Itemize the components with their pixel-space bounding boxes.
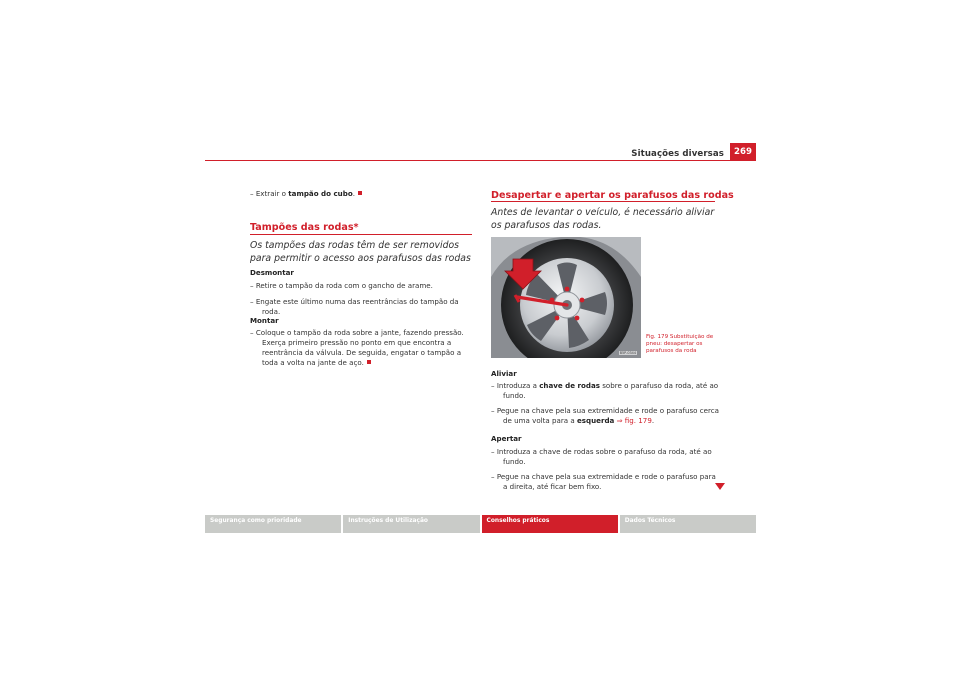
subheading-apertar: Apertar — [491, 434, 522, 443]
section-title-hubcaps: Tampões das rodas* — [250, 222, 359, 233]
header-rule — [205, 160, 756, 161]
end-square-icon — [367, 360, 371, 364]
subheading-montar: Montar — [250, 316, 279, 325]
continue-arrow-icon — [715, 483, 725, 490]
list-item: – Introduza a chave de rodas sobre o parafuso da roda, até ao fundo. — [491, 447, 712, 466]
footer-tabs — [205, 515, 756, 533]
tab-dados-tecnicos[interactable]: Dados Técnicos — [620, 515, 756, 533]
figure-code: B5P-0344 — [619, 351, 636, 355]
list-item: – Pegue na chave pela sua extremidade e rode o parafuso cerca de uma volta para a esquerda ⇒ fig. 179. — [491, 406, 720, 425]
wheel-illustration — [491, 237, 641, 358]
section-intro-wheel-bolts: Antes de levantar o veículo, é necessário aliviar os parafusos das rodas. — [491, 207, 715, 231]
tab-seguranca[interactable]: Segurança como prioridade — [205, 515, 341, 533]
figure-wheel-wrench — [491, 237, 641, 358]
section-title-wheel-bolts: Desapertar e apertar os parafusos das rodas — [491, 190, 734, 201]
subheading-aliviar: Aliviar — [491, 369, 517, 378]
tab-conselhos-praticos[interactable]: Conselhos práticos — [482, 515, 618, 533]
page-number: 269 — [730, 143, 756, 160]
subheading-desmontar: Desmontar — [250, 268, 294, 277]
list-item: – Coloque o tampão da roda sobre a jante, fazendo pressão. Exerça primeiro pressão no ponto em que encontra a reentrância da válvula. De seguida, engatar o tampão a toda a volta na jante de aço. — [250, 328, 464, 367]
tab-instrucoes[interactable]: Instruções de Utilização — [343, 515, 479, 533]
section-intro-hubcaps: Os tampões das rodas têm de ser removidos para permitir o acesso aos parafusos das rodas — [250, 240, 471, 264]
figure-caption: Fig. 179 Substituição de pneu: desapertar os parafusos da roda — [646, 334, 714, 354]
extract-hubcap-step: – Extrair o tampão do cubo. — [250, 189, 470, 199]
figure-reference-link[interactable]: ⇒ fig. 179 — [616, 416, 652, 425]
list-item: – Pegue na chave pela sua extremidade e rode o parafuso para a direita, até ficar bem fixo. — [491, 472, 716, 491]
list-item: – Introduza a chave de rodas sobre o parafuso da roda, até ao fundo. — [491, 381, 719, 400]
end-square-icon — [358, 191, 362, 195]
list-item: – Engate este último numa das reentrâncias do tampão da roda. — [250, 297, 459, 316]
running-header-title: Situações diversas — [631, 149, 724, 159]
list-item: – Retire o tampão da roda com o gancho de arame. — [250, 281, 433, 290]
section-rule — [250, 234, 472, 235]
section-rule — [491, 201, 715, 202]
